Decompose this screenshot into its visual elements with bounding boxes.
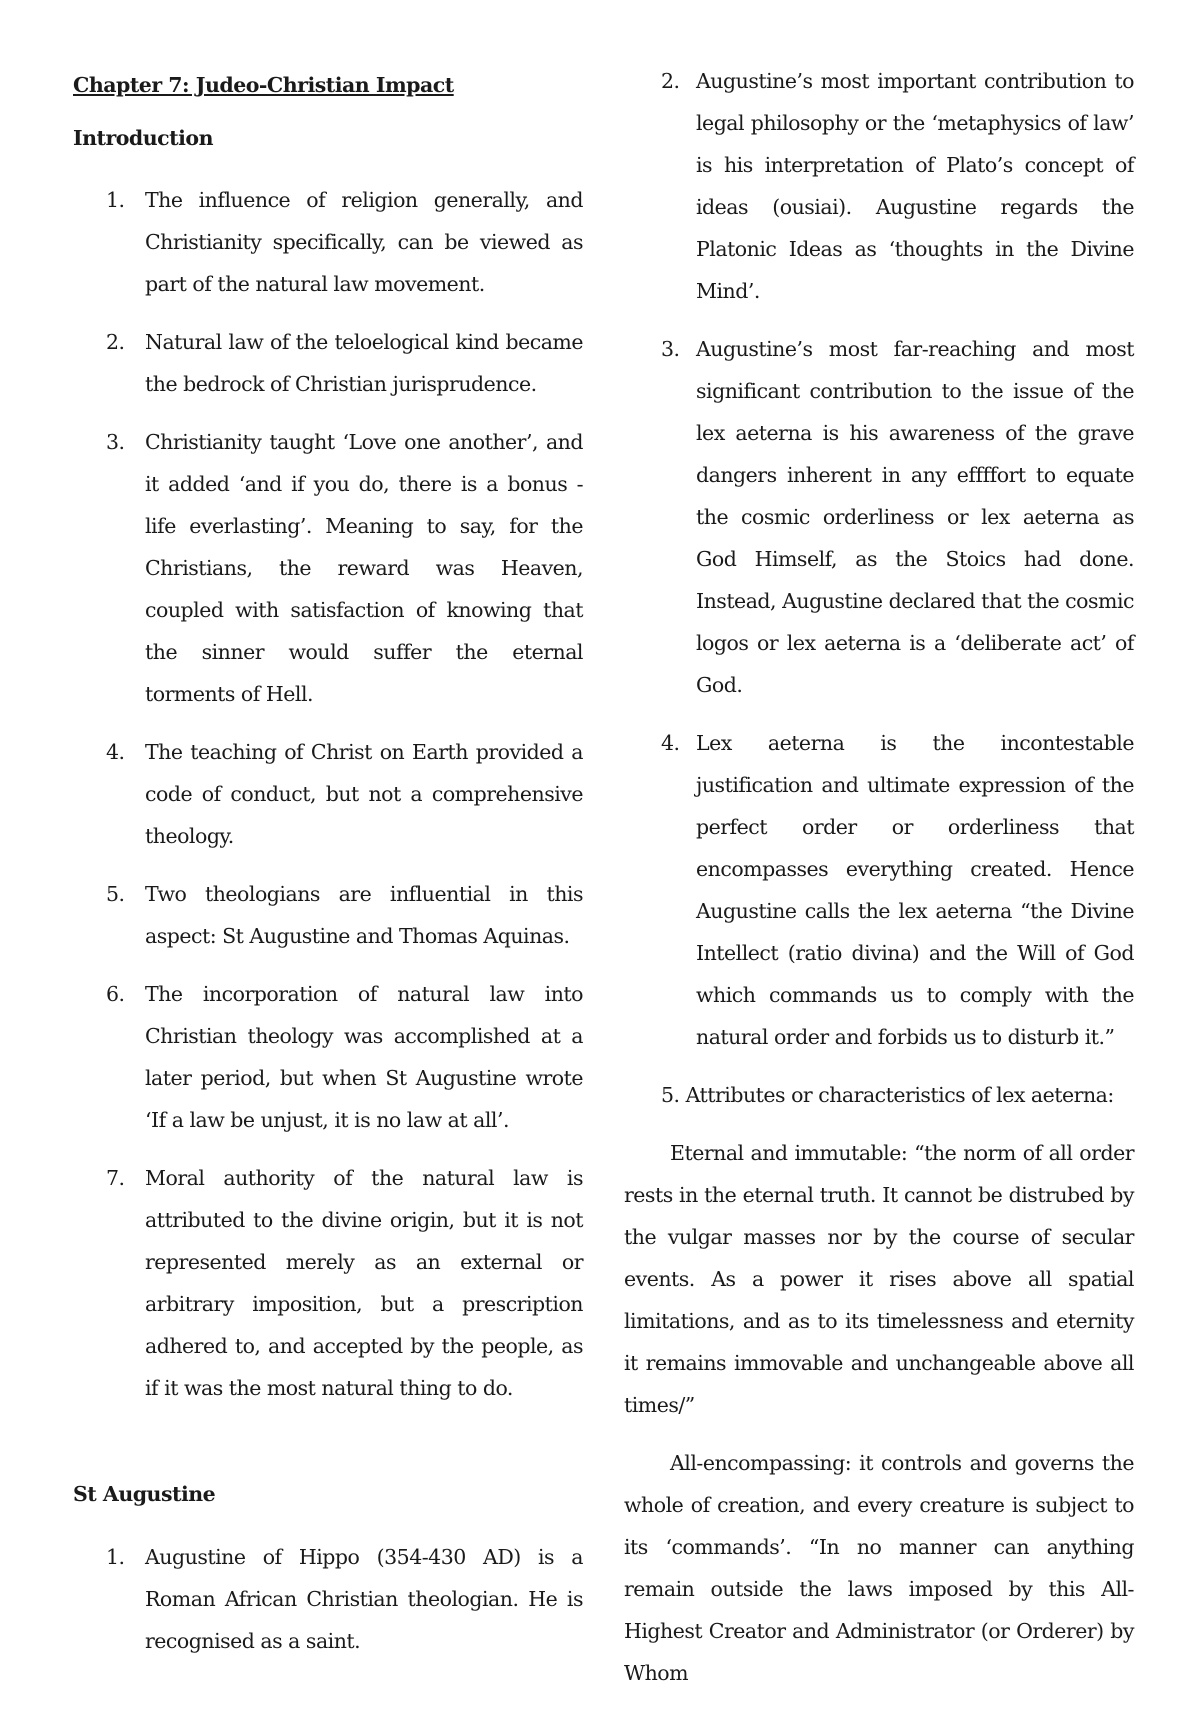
item-text: The teaching of Christ on Earth provided a code of conduct, but not a comprehensive theology. [145, 740, 583, 849]
item-number: 4. [661, 731, 680, 755]
item-text: The incorporation of natural law into Christian theology was accomplished at a later period, but when St Augustine wrote ‘If a law be unjust, it is no law at all’. [145, 982, 583, 1133]
right-column [624, 60, 1134, 1710]
item-text: Two theologians are influential in this aspect: St Augustine and Thomas Aquinas. [145, 882, 583, 949]
list-item [73, 1536, 583, 1662]
item-number: 3. [661, 337, 680, 361]
item-text: Augustine’s most far-reaching and most significant contribution to the issue of the lex aeterna is his awareness of the grave dangers inherent in any effffort to equate the cosmic orderliness or lex aeterna as God Himself, as the Stoics had done. Instead, Augustine declared that the cosmic logos or lex aeterna is a ‘deliberate act’ of God. [696, 337, 1134, 697]
augustine-list [73, 1536, 583, 1662]
item-number: 4. [106, 740, 125, 765]
list-item [73, 179, 583, 305]
st-augustine-heading: St Augustine [73, 1482, 216, 1507]
item-text: Christianity taught ‘Love one another’, and it added ‘and if you do, there is a bonus - life everlasting’. Meaning to say, for the Christians, the reward was Heaven, coupled with satisfaction of knowing that the sinner would suffer the eternal torments of Hell. [145, 430, 583, 707]
list-item [624, 328, 1134, 706]
item-text: Natural law of the teloelogical kind became the bedrock of Christian jurisprudence. [145, 330, 583, 397]
list-item [624, 722, 1134, 1058]
item-number: 1. [106, 188, 125, 213]
item-text: Moral authority of the natural law is attributed to the divine origin, but it is not represented merely as an external or arbitrary imposition, but a prescription adhered to, and accepted by the people, as if it was the most natural thing to do. [145, 1166, 583, 1401]
item-number: 6. [106, 982, 125, 1007]
item-text: Augustine’s most important contribution to legal philosophy or the ‘metaphysics of law’ is his interpretation of Plato’s concept of ideas (ousiai). Augustine regards the Platonic Ideas as ‘thoughts in the Divine Mind’. [696, 69, 1134, 303]
introduction-list [73, 179, 583, 1409]
list-item [73, 421, 583, 715]
item-number: 1. [106, 1544, 125, 1569]
item-text: The influence of religion generally, and Christianity specifically, can be viewed as part of the natural law movement. [145, 188, 583, 297]
item-number: 2. [661, 69, 680, 93]
item-number: 7. [106, 1166, 125, 1191]
list-item [73, 321, 583, 405]
attributes-item: 5. Attributes or characteristics of lex aeterna: [661, 1083, 1114, 1107]
list-item [73, 873, 583, 957]
left-column [73, 60, 583, 1678]
item-text: Augustine of Hippo (354-430 AD) is a Roman African Christian theologian. He is recognised as a saint. [145, 1544, 583, 1653]
augustine-list-continued [624, 60, 1134, 1058]
list-item [73, 973, 583, 1141]
all-encompassing-paragraph: All-encompassing: it controls and governs the whole of creation, and every creature is subject to its ‘commands’. “In no manner can anything remain outside the laws imposed by this All-Highest Creator and Administrator (or Orderer) by Whom [624, 1451, 1134, 1685]
item-number: 3. [106, 430, 125, 455]
chapter-title: Chapter 7: Judeo-Christian Impact [73, 73, 454, 97]
item-text: Lex aeterna is the incontestable justification and ultimate expression of the perfect order or orderliness that encompasses everything created. Hence Augustine calls the lex aeterna “the Divine Intellect (ratio divina) and the Will of God which commands us to comply with the natural order and forbids us to disturb it.” [696, 731, 1134, 1049]
item-number: 2. [106, 330, 125, 355]
list-item [73, 731, 583, 857]
list-item [624, 60, 1134, 312]
item-number: 5. [106, 882, 125, 907]
eternal-immutable-paragraph: Eternal and immutable: “the norm of all order rests in the eternal truth. It cannot be distrubed by the vulgar masses nor by the course of secular events. As a power it rises above all spatial limitations, and as to its timelessness and eternity it remains immovable and unchangeable above all times/” [624, 1141, 1134, 1417]
list-item [73, 1157, 583, 1409]
introduction-heading: Introduction [73, 125, 213, 150]
